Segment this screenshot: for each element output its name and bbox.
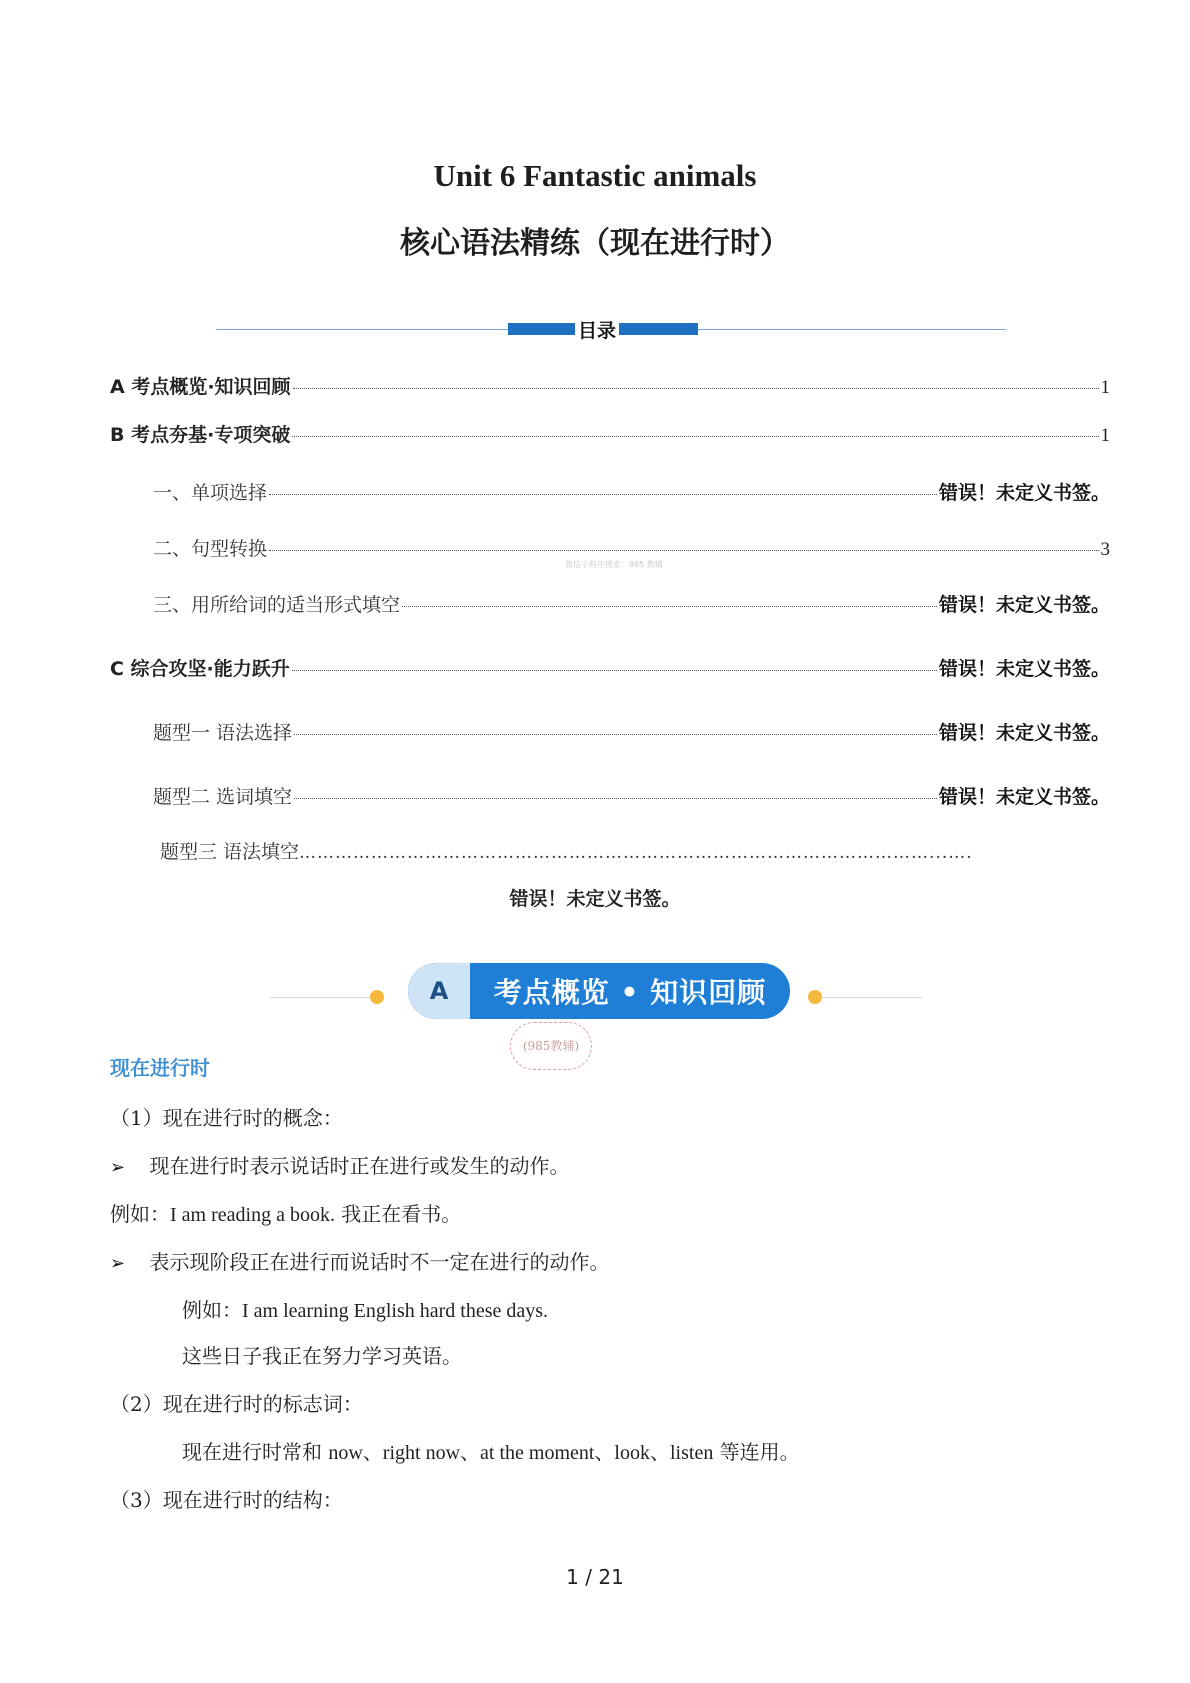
example-2: 例如：I am learning English hard these days. bbox=[182, 1298, 549, 1322]
toc-heading: 目录 bbox=[575, 316, 619, 343]
arrow-bullet-icon: ➢ bbox=[110, 1253, 126, 1274]
toc-entry-b[interactable]: B 考点夯基·专项突破 1 bbox=[110, 424, 1110, 446]
toc-entry-c[interactable]: C 综合攻坚·能力跃升 错误！未定义书签。 bbox=[110, 658, 1110, 680]
banner-line-right bbox=[822, 997, 922, 998]
signal-words: 现在进行时常和 now、right now、at the moment、look、listen 等连用。 bbox=[182, 1440, 800, 1464]
banner-dot-right bbox=[808, 990, 822, 1004]
point-3: （3）现在进行时的结构： bbox=[110, 1488, 343, 1512]
arrow-bullet-icon: ➢ bbox=[110, 1157, 126, 1178]
toc-bar-right bbox=[619, 323, 698, 335]
toc-bar-left bbox=[508, 323, 575, 335]
document-title-cn: 核心语法精练（现在进行时） bbox=[400, 226, 790, 261]
content-heading: 现在进行时 bbox=[110, 1056, 210, 1080]
section-letter: A bbox=[408, 963, 470, 1019]
toc-entry-b2[interactable]: 二、句型转换 3 bbox=[153, 538, 1110, 560]
point-2: （2）现在进行时的标志词： bbox=[110, 1392, 363, 1416]
bullet-1: ➢ 现在进行时表示说话时正在进行或发生的动作。 bbox=[110, 1154, 570, 1178]
toc-entry-c3[interactable]: 题型三 语法填空 ……………………………………………………………………………………………...…. bbox=[160, 841, 973, 863]
toc-entry-c1[interactable]: 题型一 语法选择 错误！未定义书签。 bbox=[153, 722, 1110, 744]
toc-entry-a[interactable]: A 考点概览·知识回顾 1 bbox=[110, 376, 1110, 398]
bullet-2: ➢ 表示现阶段正在进行而说话时不一定在进行的动作。 bbox=[110, 1250, 610, 1274]
document-title-en: Unit 6 Fantastic animals bbox=[433, 158, 757, 193]
watermark-text: 微信小程序搜索：985 教辅 bbox=[565, 560, 663, 569]
toc-entry-c3-page: 错误！未定义书签。 bbox=[509, 888, 681, 910]
toc-entry-b3[interactable]: 三、用所给词的适当形式填空 错误！未定义书签。 bbox=[153, 594, 1110, 616]
banner-dot-left bbox=[370, 990, 384, 1004]
section-title: 考点概览 • 知识回顾 bbox=[493, 976, 767, 1009]
seal-stamp: (985教辅) bbox=[510, 1022, 592, 1070]
example-1: 例如：I am reading a book. 我正在看书。 bbox=[110, 1202, 462, 1226]
page-number: 1 / 21 bbox=[566, 1565, 624, 1589]
toc-entry-b1[interactable]: 一、单项选择 错误！未定义书签。 bbox=[153, 482, 1110, 504]
banner-line-left bbox=[270, 997, 380, 998]
point-1: （1）现在进行时的概念： bbox=[110, 1106, 343, 1130]
example-2-translation: 这些日子我正在努力学习英语。 bbox=[182, 1344, 462, 1368]
toc-entry-c2[interactable]: 题型二 选词填空 错误！未定义书签。 bbox=[153, 786, 1110, 808]
section-banner bbox=[408, 963, 790, 1019]
